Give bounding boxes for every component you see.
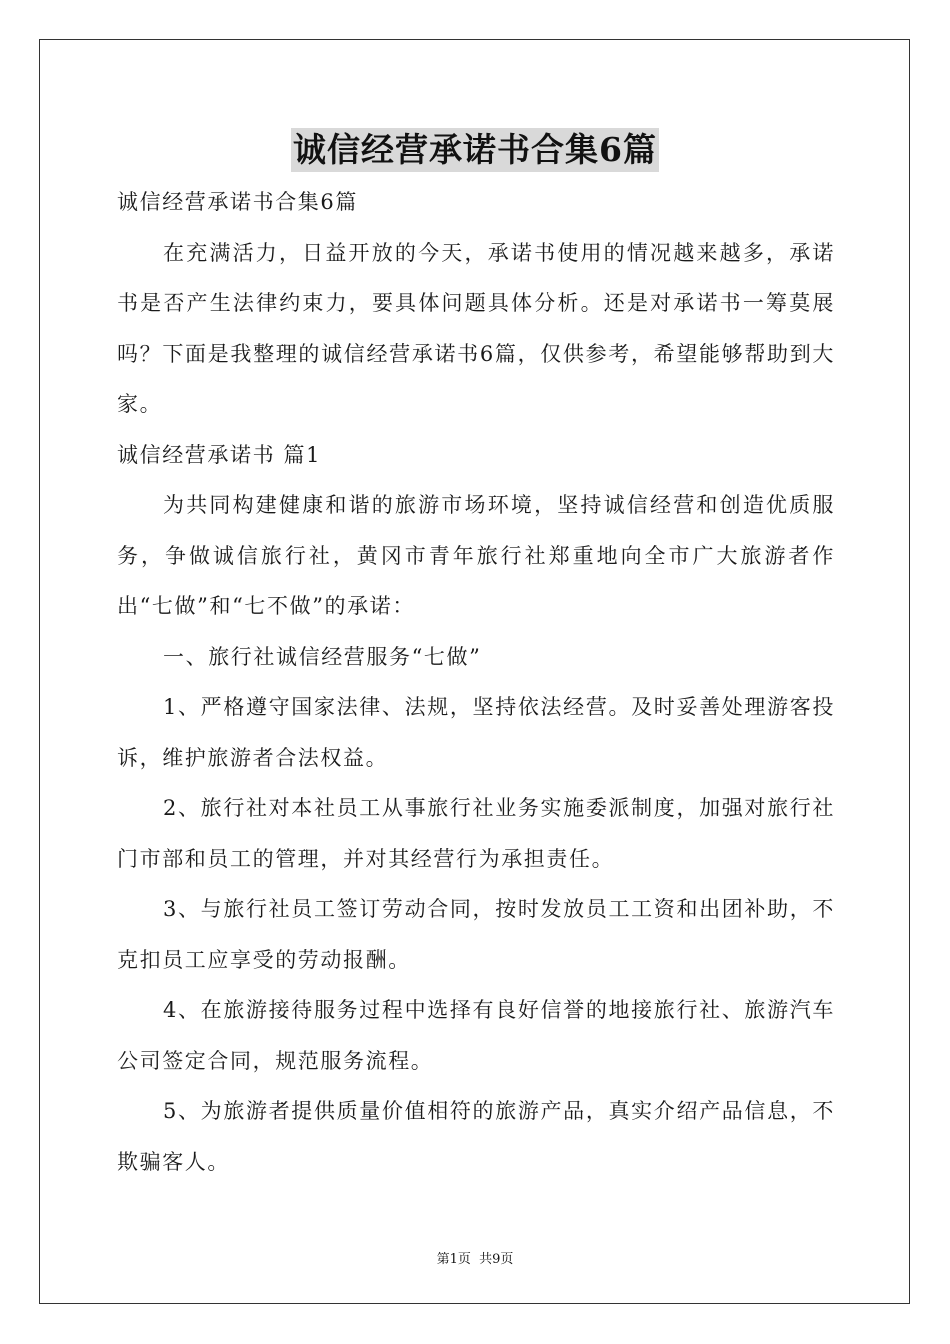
document-title: 诚信经营承诺书合集6篇 (291, 128, 659, 172)
page-footer (0, 1248, 950, 1267)
intro-paragraph: 在充满活力，日益开放的今天，承诺书使用的情况越来越多，承诺书是否产生法律约束力，要具体问题具体分析。还是对承诺书一筹莫展吗？下面是我整理的诚信经营承诺书6篇，仅供参考，希望能够帮助到大家。 (117, 240, 835, 416)
page-total: 共9页 (479, 1252, 514, 1267)
section-heading: 诚信经营承诺书 篇1 (117, 442, 322, 467)
page-number: 第1页 (436, 1252, 471, 1267)
paragraph-item-5: 5、为旅游者提供质量价值相符的旅游产品，真实介绍产品信息，不欺骗客人。 (117, 1099, 835, 1174)
paragraph-item-2: 2、旅行社对本社员工从事旅行社业务实施委派制度，加强对旅行社门市部和员工的管理，并对其经营行为承担责任。 (117, 796, 835, 871)
paragraph-item-3: 3、与旅行社员工签订劳动合同，按时发放员工工资和出团补助，不克扣员工应享受的劳动报酬。 (117, 897, 835, 972)
document-subtitle: 诚信经营承诺书合集6篇 (117, 190, 358, 214)
title-container (0, 128, 950, 172)
paragraph-item-1: 1、严格遵守国家法律、法规，坚持依法经营。及时妥善处理游客投诉，维护旅游者合法权益。 (117, 695, 835, 770)
document-body (117, 177, 835, 1187)
paragraph-heading-seven-do: 一、旅行社诚信经营服务“七做” (163, 644, 482, 669)
paragraph-item-4: 4、在旅游接待服务过程中选择有良好信誉的地接旅行社、旅游汽车公司签定合同，规范服务流程。 (117, 998, 835, 1073)
paragraph-preamble: 为共同构建健康和谐的旅游市场环境，坚持诚信经营和创造优质服务，争做诚信旅行社，黄冈市青年旅行社郑重地向全市广大旅游者作出“七做”和“七不做”的承诺： (117, 493, 835, 618)
